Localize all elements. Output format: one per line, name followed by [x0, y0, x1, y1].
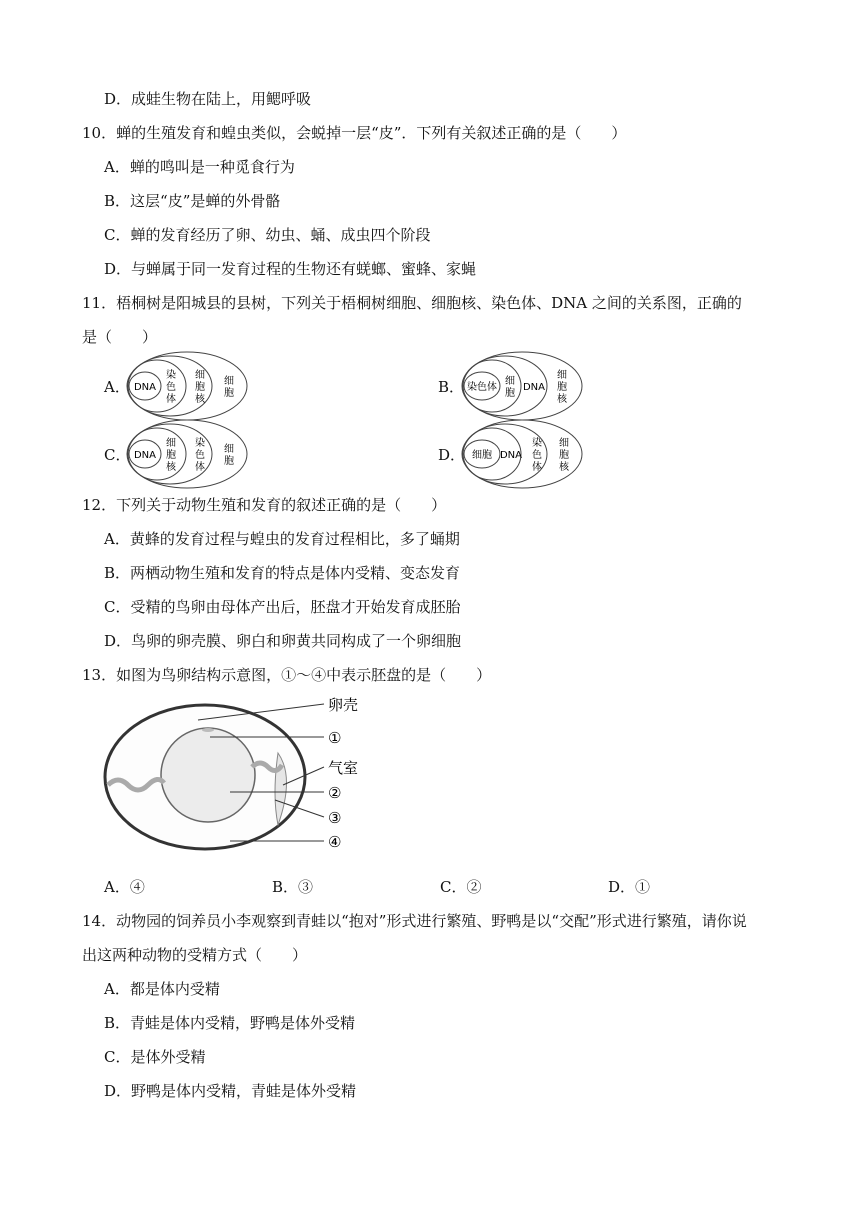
- svg-text:核: 核: [166, 462, 176, 473]
- svg-text:核: 核: [557, 394, 567, 405]
- svg-text:核: 核: [195, 394, 205, 405]
- q14-option-d[interactable]: D．野鸭是体内受精，青蛙是体外受精: [104, 1082, 357, 1100]
- q11-diagram-c: [125, 418, 250, 490]
- svg-text:细: 细: [224, 444, 234, 455]
- svg-text:细: 细: [166, 438, 176, 449]
- svg-text:体: 体: [532, 462, 542, 473]
- svg-text:核: 核: [559, 462, 569, 473]
- q10-option-b[interactable]: B．这层“皮”是蝉的外骨骼: [104, 192, 281, 210]
- q13-option-d[interactable]: D．①: [608, 878, 651, 896]
- q14-option-b[interactable]: B．青蛙是体内受精，野鸭是体外受精: [104, 1014, 356, 1032]
- svg-text:色: 色: [195, 450, 205, 461]
- q14-stem-line1: 14．动物园的饲养员小李观察到青蛙以“抱对”形式进行繁殖、野鸭是以“交配”形式进行繁殖，请你说: [82, 912, 747, 930]
- egg-label-shell: 卵壳: [328, 696, 359, 714]
- q11-option-c-letter[interactable]: C．: [104, 446, 131, 464]
- q10-option-d[interactable]: D．与蝉属于同一发育过程的生物还有蜣螂、蜜蜂、家蝇: [104, 260, 477, 278]
- q10-stem: 10．蝉的生殖发育和蝗虫类似，会蜕掉一层“皮”．下列有关叙述正确的是（ ）: [82, 124, 627, 142]
- svg-text:胞: 胞: [195, 382, 205, 393]
- q13-option-b[interactable]: B．③: [272, 878, 314, 896]
- q11-option-d-letter[interactable]: D．: [438, 446, 466, 464]
- venn-b-l3: DNA: [522, 382, 546, 393]
- svg-text:细: 细: [505, 376, 515, 387]
- venn-a-l1: DNA: [133, 382, 157, 393]
- svg-text:细: 细: [195, 370, 205, 381]
- venn-d-l1: 细胞: [472, 450, 492, 461]
- svg-text:细: 细: [557, 370, 567, 381]
- svg-text:染: 染: [195, 438, 205, 449]
- venn-c-l1: DNA: [133, 450, 157, 461]
- q12-option-d[interactable]: D．鸟卵的卵壳膜、卵白和卵黄共同构成了一个卵细胞: [104, 632, 462, 650]
- q11-option-a-letter[interactable]: A．: [104, 378, 130, 396]
- q11-stem-line1: 11．梧桐树是阳城县的县树，下列关于梧桐树细胞、细胞核、染色体、DNA 之间的关系图，正确的: [82, 294, 742, 312]
- q14-stem-line2: 出这两种动物的受精方式（ ）: [82, 946, 308, 964]
- q11-stem-line2: 是（ ）: [82, 328, 158, 346]
- q12-option-c[interactable]: C．受精的鸟卵由母体产出后，胚盘才开始发育成胚胎: [104, 598, 461, 616]
- q12-option-a[interactable]: A．黄蜂的发育过程与蝗虫的发育过程相比，多了蛹期: [104, 530, 460, 548]
- q13-stem: 13．如图为鸟卵结构示意图，①～④中表示胚盘的是（ ）: [82, 666, 492, 684]
- q11-diagram-b: [460, 350, 585, 422]
- q12-option-b[interactable]: B．两栖动物生殖和发育的特点是体内受精、变态发育: [104, 564, 461, 582]
- egg-label-3: ③: [328, 809, 342, 827]
- svg-text:胞: 胞: [559, 450, 569, 461]
- svg-text:胞: 胞: [166, 450, 176, 461]
- q11-diagram-a: [125, 350, 250, 422]
- svg-text:胞: 胞: [224, 388, 234, 399]
- svg-text:染: 染: [532, 438, 542, 449]
- q9-option-d: D．成蛙生物在陆上，用鳃呼吸: [104, 90, 312, 108]
- svg-text:细: 细: [559, 438, 569, 449]
- q13-option-c[interactable]: C．②: [440, 878, 482, 896]
- q12-stem: 12．下列关于动物生殖和发育的叙述正确的是（ ）: [82, 496, 447, 514]
- egg-label-1: ①: [328, 729, 342, 747]
- q14-option-c[interactable]: C．是体外受精: [104, 1048, 206, 1066]
- venn-d-l2: DNA: [499, 450, 523, 461]
- venn-b-l1: 染色体: [467, 382, 497, 393]
- svg-text:细: 细: [224, 376, 234, 387]
- q14-option-a[interactable]: A．都是体内受精: [104, 980, 220, 998]
- q13-option-a[interactable]: A．④: [104, 878, 145, 896]
- svg-text:胞: 胞: [505, 388, 515, 399]
- svg-text:体: 体: [195, 462, 205, 473]
- venn-a-l2: 染: [166, 370, 176, 381]
- q10-option-c[interactable]: C．蝉的发育经历了卵、幼虫、蛹、成虫四个阶段: [104, 226, 431, 244]
- svg-text:色: 色: [166, 382, 176, 393]
- svg-text:胞: 胞: [224, 456, 234, 467]
- svg-text:体: 体: [166, 394, 176, 405]
- q10-option-a[interactable]: A．蝉的鸣叫是一种觅食行为: [104, 158, 295, 176]
- bird-egg-diagram: [100, 695, 370, 865]
- egg-label-2: ②: [328, 784, 342, 802]
- svg-text:色: 色: [532, 450, 542, 461]
- q11-option-b-letter[interactable]: B．: [438, 378, 465, 396]
- svg-text:胞: 胞: [557, 382, 567, 393]
- egg-label-4: ④: [328, 833, 342, 851]
- q11-diagram-d: [460, 418, 585, 490]
- egg-label-air-cell: 气室: [328, 759, 359, 777]
